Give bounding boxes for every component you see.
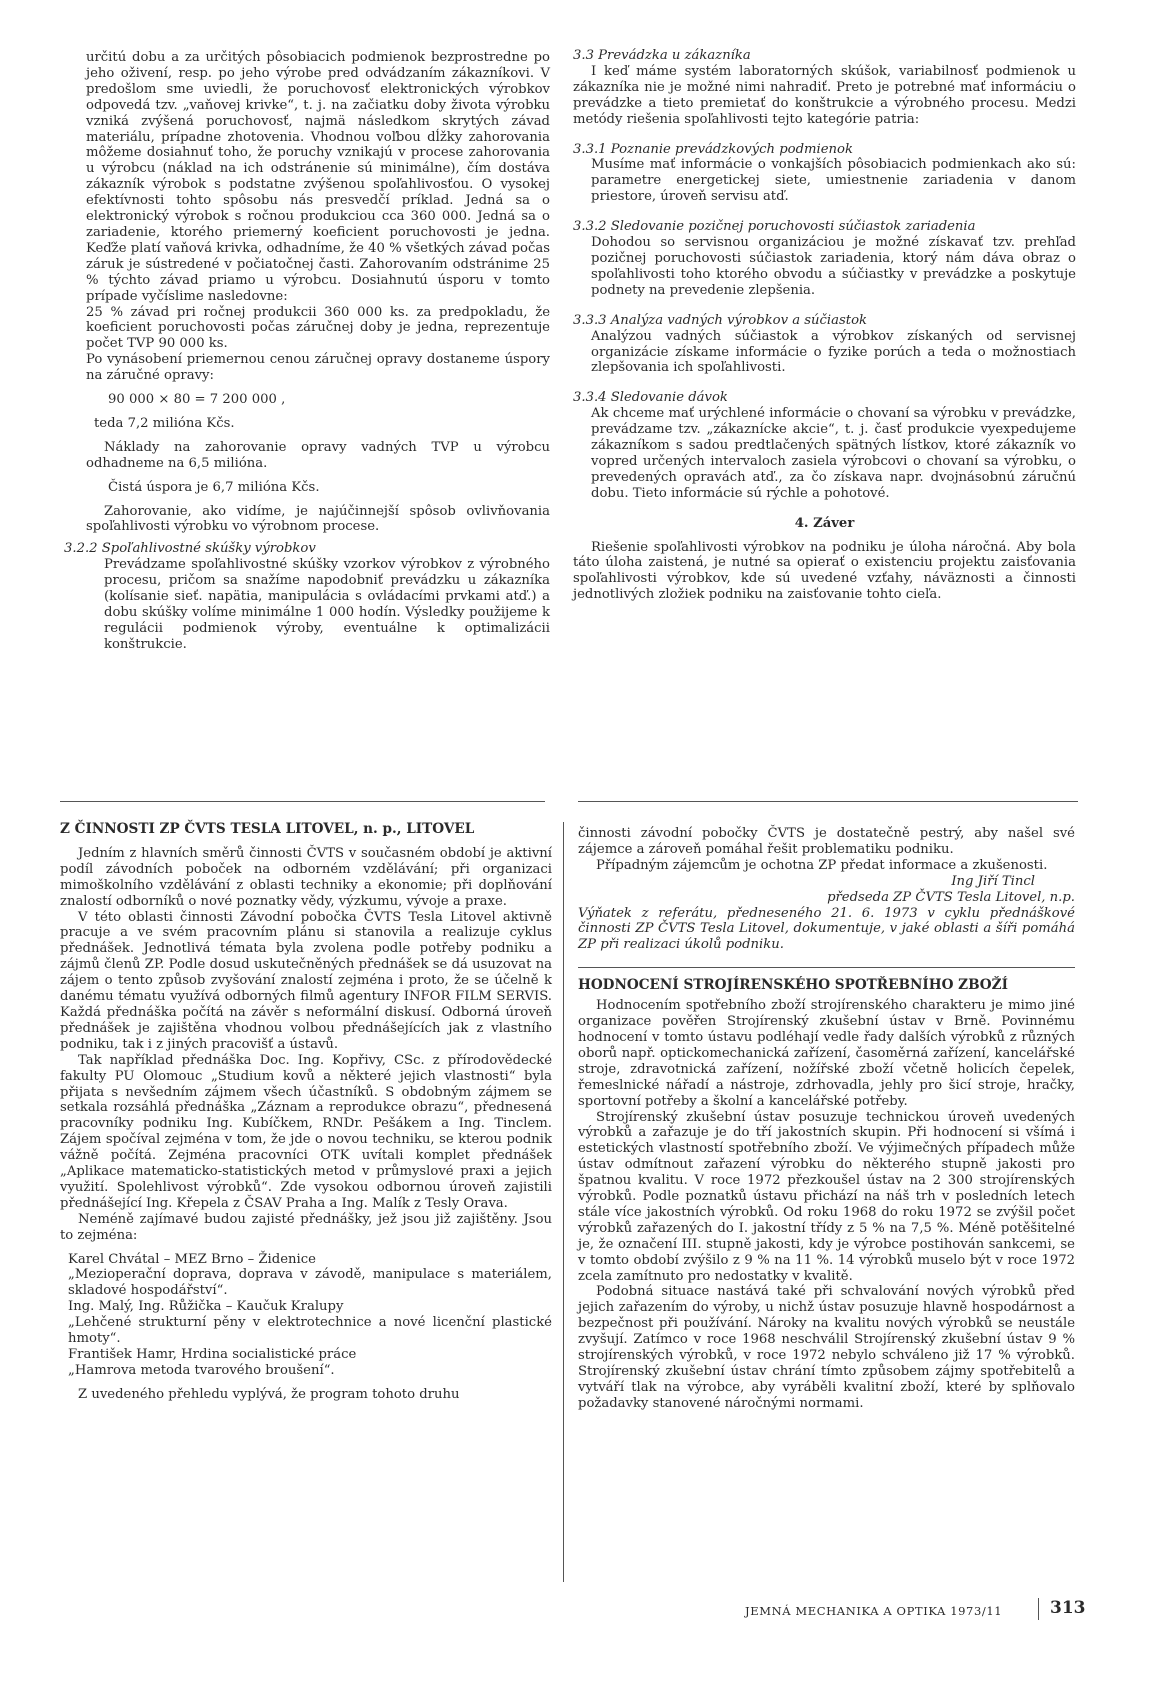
lecture-title: „Hamrova metoda tvarového broušení“. (68, 1362, 335, 1378)
article-title: Z ČINNOSTI ZP ČVTS TESLA LITOVEL, n. p., LITOVEL (60, 821, 475, 837)
editorial-note: Výňatek z referátu, předneseného 21. 6. 1973 v cyklu přednáškové činnosti ZP ČVTS Tesla Litovel, dokumentuje, v jaké oblasti a šíři pomáhá ZP při realizaci úkolů podniku. (578, 905, 1075, 953)
paragraph: Dohodou so servisnou organizáciou je možné získavať tzv. prehľad pozičnej poruchovosti súčiastok zariadenia, ktorý nám dáva obraz o spoľahlivosti toho ktorého obvodu a súčiastky v prevádzke a poskytuje podnety na prevedenie zlepšenia. (591, 235, 1076, 298)
paragraph: určitú dobu a za určitých pôsobiacich podmienok bezprostredne po jeho oživení, resp. po jeho výrobe pred odvádzaním zákazníkovi. V predošlom sme uviedli, že poruchovosť elektronických výrobkov odpovedá tzv. „vaňovej krivke“, t. j. na začiatku doby života výrobku vzniká zvýšená poruchovosť, najmä následkom skrytých závad materiálu, prípadne zhotovenia. Vhodnou voľbou dĺžky zahorovania môžeme dosiahnuť toho, že poruchy vznikajú v procese zahorovania u výrobcu (náklad na ich odstránenie sú minimálne), čím dostáva zákazník výrobok s podstatne zvýšenou spoľahlivosťou. O vysokej efektívnosti tohto spôsobu nás presvedčí príklad. Jedná sa o elektronický výrobok s ročnou produkciou cca 360 000. Jedná sa o zariadenie, ktorého priemerný koeficient poruchovosti je jedna. Keďže platí vaňová krivka, odhadníme, že 40 % všetkých závad počas záruk je sústredené v počiatočnej časti. Zahorovaním odstránime 25 % týchto závad priamo u výrobcu. Dosiahnutú úsporu v tomto prípade vyčíslime nasledovne: (86, 50, 550, 304)
paragraph: Čistá úspora je 6,7 milióna Kčs. (108, 479, 320, 495)
section-heading: 4. Záver (794, 515, 855, 531)
lecture-title: „Lehčené strukturní pěny v elektrotechnice a nové licenční plastické hmoty“. (68, 1315, 552, 1347)
section-divider (60, 801, 545, 802)
paragraph: Zahorovanie, ako vidíme, je najúčinnejší spôsob ovlivňovania spoľahlivosti výrobku vo výrobnom procese. (86, 503, 550, 535)
signature-name: Ing Jiří Tincl (951, 873, 1035, 889)
paragraph: Riešenie spoľahlivosti výrobkov na podniku je úloha náročná. Aby bola táto úloha zaistená, je nutné sa opierať o existenciu projektu zaisťovania spoľahlivosti výrobkov, kde sú uvedené vzťahy, náväznosti a činnosti jednotlivých zložiek podniku na zaisťovanie tohto cieľa. (573, 539, 1076, 603)
section-heading: 3.3.2 Sledovanie pozičnej poruchovosti súčiastok zariadenia (573, 219, 976, 235)
formula: 90 000 × 80 = 7 200 000 , (108, 392, 286, 408)
paragraph: Případným zájemcům je ochotna ZP předat informace a zkušenosti. (596, 857, 1048, 873)
article-column-bottom-right (578, 826, 1075, 1412)
footer-divider (1038, 1598, 1039, 1620)
page-number: 313 (1050, 1598, 1086, 1618)
lecture-speaker: Ing. Malý, Ing. Růžička – Kaučuk Kralupy (68, 1299, 344, 1315)
lecture-speaker: Karel Chvátal – MEZ Brno – Židenice (68, 1251, 316, 1267)
paragraph: teda 7,2 milióna Kčs. (94, 415, 235, 431)
lecture-speaker: František Hamr, Hrdina socialistické práce (68, 1347, 357, 1362)
signature-role: předseda ZP ČVTS Tesla Litovel, n.p. (827, 889, 1075, 905)
paragraph: Neméně zajímavé budou zajisté přednášky, jež jsou již zajištěny. Jsou to zejména: (60, 1211, 552, 1243)
paragraph: Náklady na zahorovanie opravy vadných TVP u výrobcu odhadneme na 6,5 milióna. (86, 439, 550, 471)
column-divider (563, 822, 564, 1582)
article-column-top-left (64, 50, 550, 653)
section-heading: 3.3.4 Sledovanie dávok (573, 390, 728, 406)
paragraph: I keď máme systém laboratorných skúšok, variabilnosť podmienok u zákazníka nie je možné nimi nahradiť. Preto je potrebné mať informáciu o prevádzke a tieto premietať do konštrukcie a výrobného procesu. Medzi metódy riešenia spoľahlivosti tejto kategórie patria: (573, 63, 1076, 127)
paragraph: Hodnocením spotřebního zboží strojírenského charakteru je mimo jiné organizace pověřen Strojírenský zkušební ústav v Brně. Povinnému hodnocení v tomto ústavu podléhají vedle řady dalších výrobků z různých oborů např. optickomechanická zařízení, časoměrná zařízení, kancelářské stroje, zdravotnická zařízení, nožířské zboží včetně holicích čepelek, řemeslnické nářadí a nástroje, zdrhovadla, jehly pro šicí stroje, hračky, sportovní potřeby a školní a kancelářské potřeby. (578, 998, 1075, 1109)
article-column-bottom-left (60, 822, 552, 1403)
paragraph: Po vynásobení priemernou cenou záručnej opravy dostaneme úspory na záručné opravy: (86, 352, 550, 384)
journal-footer: JEMNÁ MECHANIKA A OPTIKA 1973/11 (745, 1604, 1003, 1618)
article-column-top-right (573, 48, 1076, 603)
section-heading: 3.3 Prevádzka u zákazníka (573, 48, 751, 63)
paragraph: Analýzou vadných súčiastok a výrobkov získaných od servisnej organizácie získame informácie o fyzike porúch a teda o možnostiach zlepšovania ich spoľahlivosti. (591, 328, 1076, 376)
paragraph: Musíme mať informácie o vonkajších pôsobiacich podmienkach ako sú: parametre energetickej siete, umiestnenie zariadenia v danom priestore, úroveň servisu atď. (591, 157, 1076, 205)
paragraph: Strojírenský zkušební ústav posuzuje technickou úroveň uvedených výrobků a zařazuje je do tří jakostních skupin. Při hodnocení si všímá i estetických vlastností spotřebního zboží. Ve výjimečných případech může ústav odmítnout zařazení výrobku do některého stupně jakosti pro špatnou kvalitu. V roce 1972 přezkoušel ústav na 2 300 strojírenských výrobků. Podle poznatků ústavu přichází na náš trh v posledních letech stále více jakostních výrobků. Od roku 1968 do roku 1972 se zvýšil počet výrobků zařazených do I. jakostní třídy z 5 % na 7,5 %. Méně potěšitelné je, že označení III. stupně jakosti, kdy je výrobce postihován sankcemi, se v tomto období zvýšilo z 9 % na 11 %. 14 výrobků muselo být v roce 1972 zcela zamítnuto pro nedostatky v kvalitě. (578, 1109, 1075, 1284)
section-divider (578, 801, 1078, 802)
paragraph: Podobná situace nastává také při schvalování nových výrobků před jejich zařazením do výroby, u nichž ústav posuzuje hlavně hospodárnost a bezpečnost při používání. Nároky na kvalitu nových výrobků se neustále zvyšují. Zatímco v roce 1968 neschválil Strojírenský zkušební ústav 9 % strojírenských výrobků, v roce 1972 nebylo schváleno již 17 % výrobků. Strojírenský zkušební ústav chrání tímto způsobem zájmy spotřebitelů a vytváří tlak na výrobce, aby vyráběli kvalitní zboží, které by splňovalo požadavky stanovené náročnými normami. (578, 1284, 1075, 1411)
section-heading: 3.2.2 Spoľahlivostné skúšky výrobkov (64, 541, 316, 557)
paragraph: 25 % závad pri ročnej produkcii 360 000 ks. za predpokladu, že koeficient poruchovosti počas záručnej doby je jedna, reprezentuje počet TVP 90 000 ks. (86, 304, 550, 352)
paragraph: V této oblasti činnosti Závodní pobočka ČVTS Tesla Litovel aktivně pracuje a ve svém pracovním plánu si stanovila a realizuje cyklus přednášek. Jednotlivá témata byla zvolena podle potřeby podniku a zájmů členů ZP. Podle dosud uskutečněných přednášek se dá usuzovat na zájem o tento způsob zvyšování znalostí zejména i proto, že se účelně k danému tématu využívá odborných filmů agentury INFOR FILM SERVIS. Každá přednáška počítá na závěr s neformální diskusí. Odborná úroveň přednášek je zajištěna vhodnou volbou přednášejících jak z vlastního podniku, tak i z jiných pracovišť a ústavů. (60, 909, 552, 1052)
paragraph: Jedním z hlavních směrů činnosti ČVTS v současném období je aktivní podíl závodních poboček na odborném vzdělávání; při organizaci mimoškolního vzdělávání z oblasti techniky a ekonomie; při doplňování znalostí odborníků o nové poznatky vědy, výzkumu, vývoje a praxe. (60, 845, 552, 909)
section-heading: 3.3.3 Analýza vadných výrobkov a súčiastok (573, 312, 868, 328)
article-title: HODNOCENÍ STROJÍRENSKÉHO SPOTŘEBNÍHO ZBOŽÍ (578, 977, 1008, 994)
paragraph: Tak například přednáška Doc. Ing. Kopřivy, CSc. z přírodovědecké fakulty PU Olomouc „Studium kovů a některé jejich vlastnosti“ byla přijata s nevšedním zájmem všech účastníků. S obdobným zájmem se setkala rozsáhlá přednáška „Záznam a reprodukce obrazu“, přednesená pracovníky podniku Ing. Kubíčkem, RNDr. Pešákem a Ing. Tinclem. Zájem spočíval zejména v tom, že jde o novou techniku, se kterou podnik vážně počítá. Zejména pracovníci OTK uvítali komplet přednášek „Aplikace matematicko-statistických metod v průmyslové praxi a jejich využití. Spolehlivost výrobků“. Zde vysokou odbornou úroveň zajistili přednášející Ing. Křepela z ČSAV Praha a Ing. Malík z Tesly Orava. (60, 1052, 552, 1211)
paragraph: Ak chceme mať urýchlené informácie o chovaní sa výrobku v prevádzke, prevádzame tzv. „zákaznícke akcie“, t. j. časť produkcie vyexpedujeme zákazníkom s sadou predtlačených spätných lístkov, ktoré zákazník vo vopred určených intervaloch zasiela výrobcovi o chovaní sa výrobku, o prevedených opravách atď., za čo získava napr. dvojnásobnú záručnú dobu. Tieto informácie sú rýchle a pohotové. (591, 406, 1076, 501)
paragraph: činnosti závodní pobočky ČVTS je dostatečně pestrý, aby našel své zájemce a zároveň pomáhal řešit problematiku podniku. (578, 826, 1075, 857)
paragraph: Prevádzame spoľahlivostné skúšky vzorkov výrobkov z výrobného procesu, pričom sa snažíme napodobniť prevádzku u zákazníka (kolísanie sieť. napätia, manipulácia s ovládacími prvkami atď.) a dobu skúšky volíme minimálne 1 000 hodín. Výsledky použijeme k regulácii podmienok výroby, eventuálne k optimalizácii konštrukcie. (104, 557, 550, 652)
lecture-title: „Mezioperační doprava, doprava v závodě, manipulace s materiálem, skladové hospodářství“. (68, 1267, 552, 1299)
paragraph: Z uvedeného přehledu vyplývá, že program tohoto druhu (78, 1386, 460, 1402)
section-divider (578, 967, 1075, 968)
section-heading: 3.3.1 Poznanie prevádzkových podmienok (573, 141, 853, 157)
